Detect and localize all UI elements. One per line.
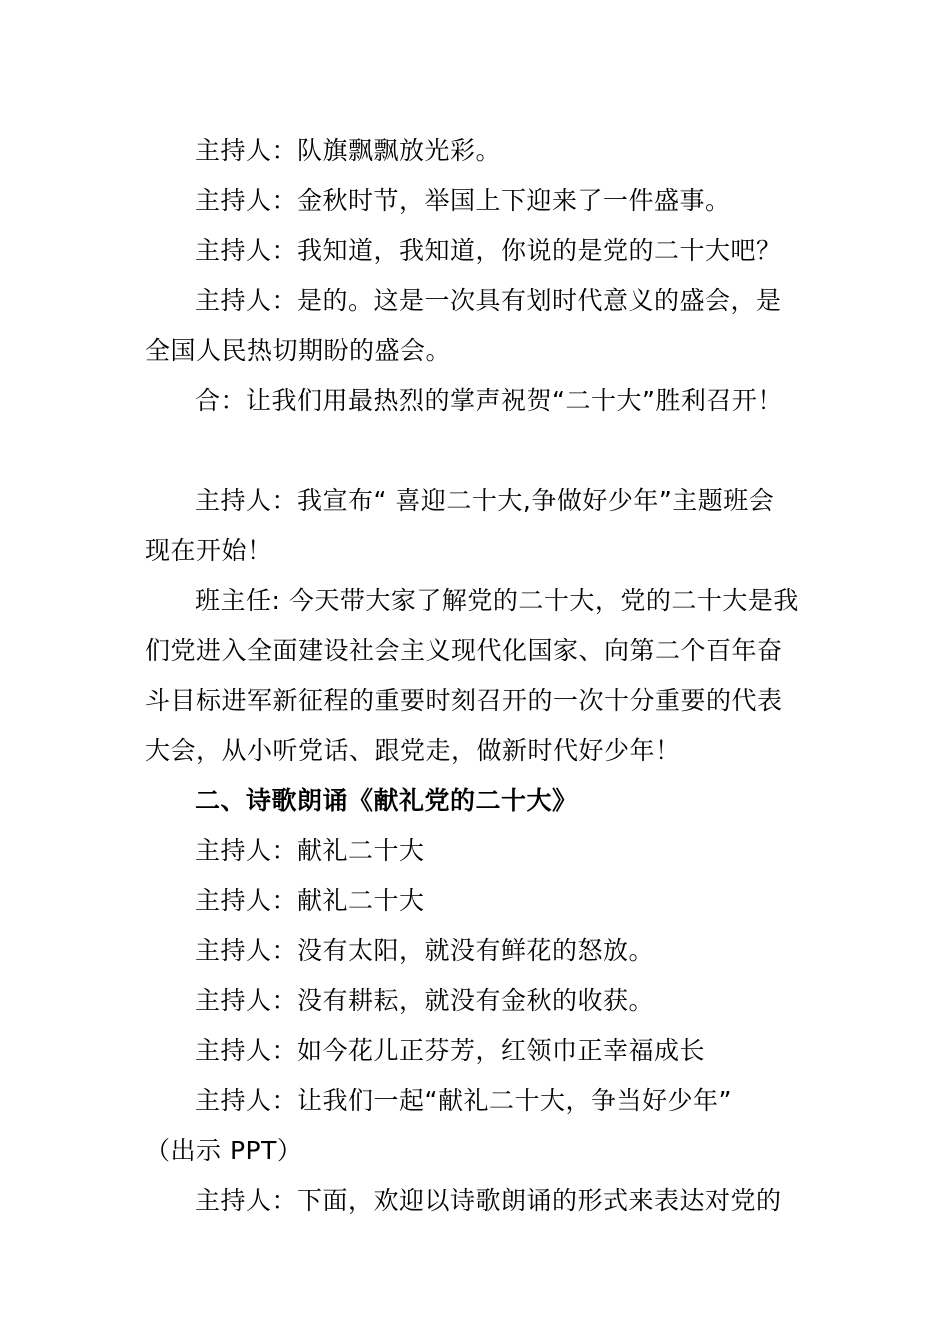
paragraph-line: 全国人民热切期盼的盛会。 [145, 336, 452, 365]
paragraph-line: 大会，从小听党话、跟党走，做新时代好少年！ [145, 736, 681, 765]
paragraph-line: 主持人：队旗飘飘放光彩。 [195, 136, 502, 165]
paragraph-line: 斗目标进军新征程的重要时刻召开的一次十分重要的代表 [145, 686, 783, 715]
paragraph-line: 主持人：金秋时节，举国上下迎来了一件盛事。 [195, 186, 731, 215]
paragraph-line: 主持人：如今花儿正芬芳，红领巾正幸福成长 [195, 1036, 706, 1065]
paragraph-line: 主持人：没有太阳，就没有鲜花的怒放。 [195, 936, 655, 965]
paragraph-line: 们党进入全面建设社会主义现代化国家、向第二个百年奋 [145, 636, 783, 665]
paragraph-line: （出示 PPT） [145, 1136, 303, 1165]
paragraph-line: 主持人：献礼二十大 [195, 886, 425, 915]
paragraph-line: 合：让我们用最热烈的掌声祝贺“二十大”胜利召开！ [195, 386, 783, 415]
paragraph-line: 班主任: 今天带大家了解党的二十大，党的二十大是我 [195, 586, 799, 615]
paragraph-line: 现在开始！ [145, 536, 273, 565]
paragraph-line: 主持人：没有耕耘，就没有金秋的收获。 [195, 986, 655, 1015]
paragraph-line: 主持人：让我们一起“献礼二十大，争当好少年” [195, 1086, 732, 1115]
paragraph-line: 主持人：下面，欢迎以诗歌朗诵的形式来表达对党的 [195, 1186, 782, 1215]
paragraph-line: 主持人：是的。这是一次具有划时代意义的盛会，是 [195, 286, 782, 315]
paragraph-line: 主持人：献礼二十大 [195, 836, 425, 865]
section-heading: 二、诗歌朗诵《献礼党的二十大》 [195, 786, 578, 815]
paragraph-line: 主持人：我知道，我知道，你说的是党的二十大吧？ [195, 236, 782, 265]
paragraph-line: 主持人：我宣布“ 喜迎二十大,争做好少年”主题班会 [195, 486, 775, 515]
